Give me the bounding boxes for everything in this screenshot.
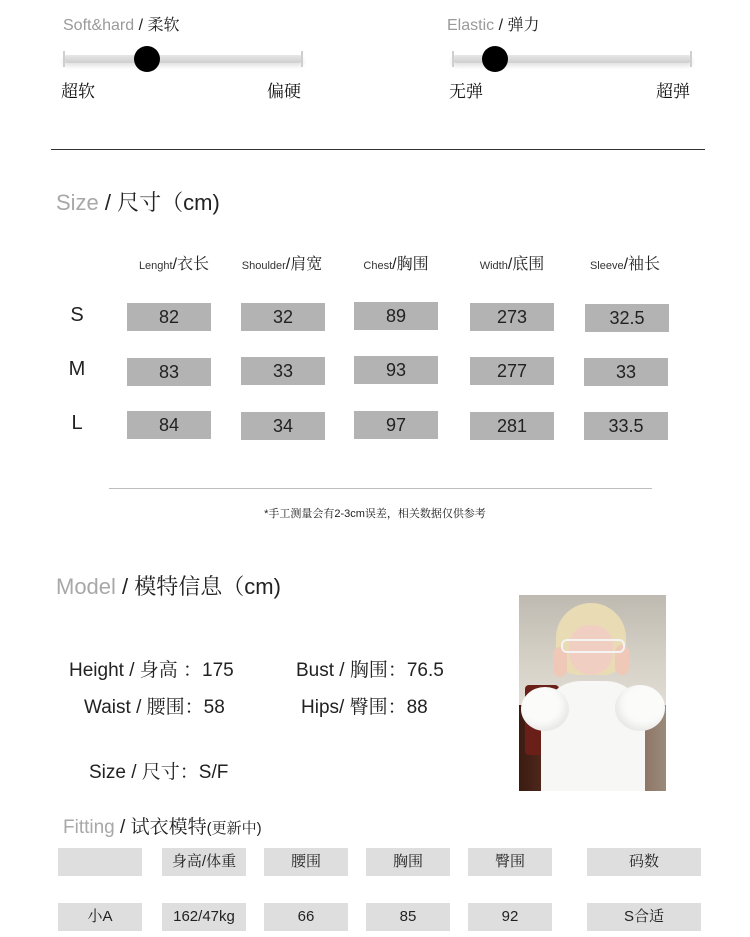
size-cell: 89 (354, 302, 438, 330)
fitting-header-cell (58, 848, 142, 876)
col-cn: /衣长 (172, 256, 210, 273)
elasticity-title (447, 12, 539, 35)
col-cn: /肩宽 (285, 256, 323, 273)
softness-right-label: 偏硬 (267, 82, 301, 101)
softness-title (63, 12, 180, 35)
col-en: Lenght (138, 260, 173, 272)
fitting-header-cell: 码数 (587, 848, 701, 876)
size-row-label: S (70, 304, 84, 326)
fitting-row-cell: S合适 (587, 903, 701, 931)
size-title-cn: / 尺寸（cm) (98, 190, 220, 215)
fitting-row-cell: 66 (264, 903, 348, 931)
elasticity-left-label: 无弹 (449, 82, 483, 101)
elasticity-right-label: 超弹 (656, 82, 690, 101)
size-cell: 32.5 (585, 304, 669, 332)
measurement-note: *手工测量会有2-3cm误差，相关数据仅供参考 (264, 508, 486, 520)
elasticity-title-en: Elastic (447, 17, 495, 34)
size-cell: 273 (470, 303, 554, 331)
softness-slider-knob (134, 46, 160, 72)
size-col-width (452, 251, 572, 274)
size-cell: 82 (127, 303, 211, 331)
col-en: Chest (363, 260, 393, 272)
size-row-label: M (68, 358, 86, 380)
fitting-title-en: Fitting (63, 817, 115, 838)
fitting-row-cell: 85 (366, 903, 450, 931)
size-cell: 33.5 (584, 412, 668, 440)
col-cn: /袖长 (623, 256, 661, 273)
size-cell: 93 (354, 356, 438, 384)
col-cn: /胸围 (392, 256, 429, 273)
model-bust: Bust / 胸围：76.5 (296, 660, 444, 681)
size-cell: 84 (127, 411, 211, 439)
size-cell: 281 (470, 412, 554, 440)
size-col-length (114, 251, 234, 274)
size-col-chest (336, 251, 456, 274)
size-col-sleeve (565, 251, 685, 274)
size-cell: 33 (241, 357, 325, 385)
softness-left-label: 超软 (61, 82, 95, 101)
fitting-title-cn: / 试衣模特 (114, 817, 207, 838)
col-en: Sleeve (589, 260, 624, 272)
model-hips: Hips/ 臀围：88 (301, 697, 428, 718)
section-divider (51, 149, 705, 150)
fitting-title-note: (更新中) (206, 820, 262, 837)
size-cell: 33 (584, 358, 668, 386)
fitting-row-cell: 92 (468, 903, 552, 931)
model-photo (519, 595, 666, 791)
col-cn: /底围 (507, 256, 545, 273)
model-title-cn: / 模特信息（cm) (115, 574, 281, 599)
model-size: Size / 尺寸：S/F (89, 762, 229, 783)
size-cell: 32 (241, 303, 325, 331)
elasticity-title-cn: / 弹力 (494, 17, 540, 34)
col-en: Shoulder (241, 260, 286, 272)
size-row-label: L (71, 412, 83, 434)
note-divider (109, 488, 652, 489)
softness-title-cn: / 柔软 (134, 17, 180, 34)
col-en: Width (479, 260, 508, 272)
model-section-title (56, 570, 281, 601)
fitting-section-title (63, 812, 262, 839)
fitting-row-cell: 小A (58, 903, 142, 931)
size-cell: 277 (470, 357, 554, 385)
model-height: Height / 身高 ：175 (69, 660, 234, 681)
fitting-header-cell: 身高/体重 (162, 848, 246, 876)
size-title-en: Size (56, 190, 99, 215)
softness-title-en: Soft&hard (63, 17, 135, 34)
size-cell: 97 (354, 411, 438, 439)
size-cell: 34 (241, 412, 325, 440)
model-waist: Waist / 腰围：58 (84, 697, 225, 718)
elasticity-slider-knob (482, 46, 508, 72)
size-cell: 83 (127, 358, 211, 386)
softness-slider-track (63, 55, 303, 63)
fitting-header-cell: 胸围 (366, 848, 450, 876)
size-col-shoulder (222, 251, 342, 274)
fitting-header-cell: 腰围 (264, 848, 348, 876)
model-title-en: Model (56, 574, 116, 599)
size-section-title (56, 186, 220, 217)
fitting-header-cell: 臀围 (468, 848, 552, 876)
fitting-row-cell: 162/47kg (162, 903, 246, 931)
